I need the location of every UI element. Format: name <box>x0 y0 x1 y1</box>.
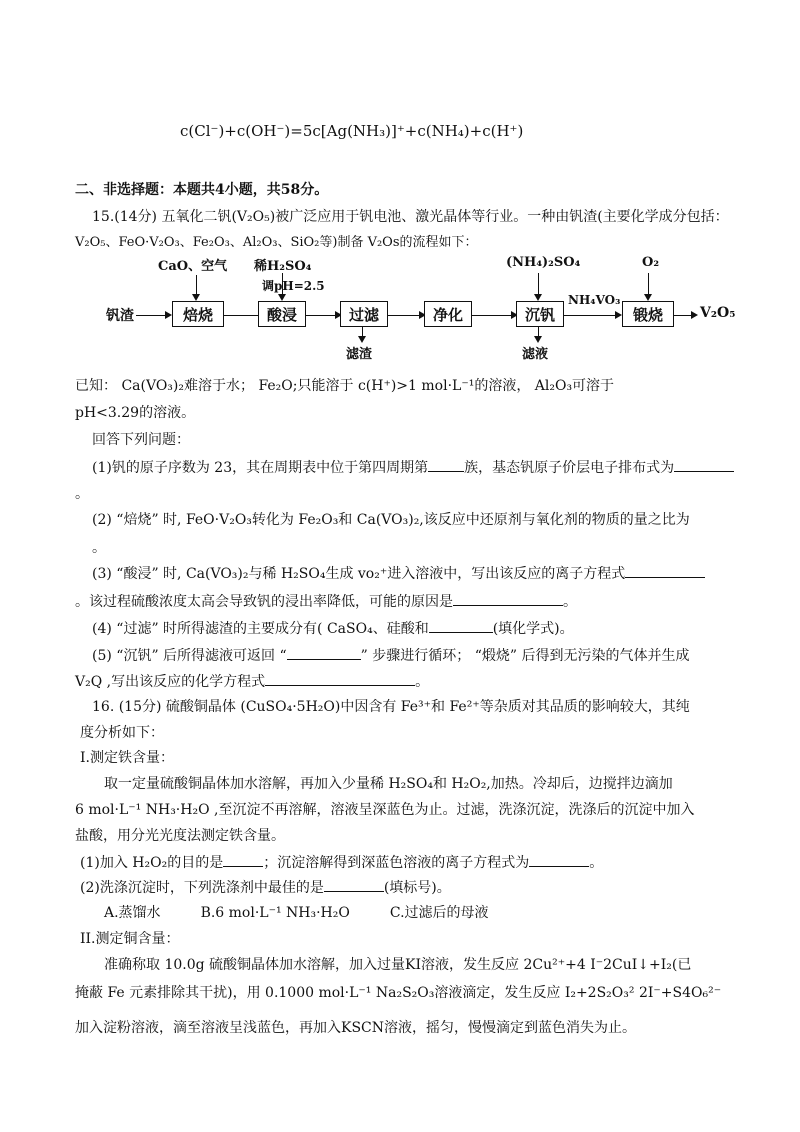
answer-blank[interactable] <box>428 457 464 472</box>
reagent-ammonium-sulfate: (NH₄)₂SO₄ <box>506 255 581 270</box>
process-flow-diagram <box>106 255 746 365</box>
step-roast-box: 焙烧 <box>172 301 224 327</box>
q16-intro-line1: 16. (15分) 硫酸铜晶体 (CuSO₄·5H₂O)中因含有 Fe³⁺和 Fe²⁺等杂质对其品质的影响较大，其纯 <box>92 699 690 715</box>
q15-intro-line1: 15.(14分) 五氧化二钒(V₂O₅)被广泛应用于钒电池、激光晶体等行业。一种由钒渣(主要化学成分包括： <box>92 209 729 225</box>
answer-blank[interactable] <box>429 618 493 633</box>
flow-arrow <box>648 273 649 299</box>
part1-para-line2: 6 mol·L⁻¹ NH₃·H₂O ,至沉淀不再溶解，溶液呈深蓝色为止。过滤，洗涤沉淀，洗涤后的沉淀中加入 <box>75 802 695 818</box>
answer-blank[interactable] <box>265 671 415 686</box>
q15-intro-line2: V₂O₅、FeO·V₂O₃、Fe₂O₃、Al₂O₃、SiO₂等)制备 V₂Os的流程如下： <box>75 235 478 250</box>
q15-subquestion-1: (1)钒的原子序数为 23，其在周期表中位于第四周期第 族，基态钒原子价层电子排布式为 <box>92 457 770 478</box>
answer-blank[interactable] <box>324 877 384 892</box>
options-row <box>104 903 770 923</box>
answer-blank[interactable] <box>287 645 361 660</box>
q15-subquestion-5: (5) “沉钒” 后所得滤液可返回 “ ” 步骤进行循环； “煅烧” 后得到无污染的气体并生成 <box>92 645 770 666</box>
part2-para-line1: 准确称取 10.0g 硫酸铜晶体加水溶解，加入过量KI溶液，发生反应 2Cu²⁺+4 I⁻2CuI↓+I₂(已 <box>104 957 692 973</box>
answer-blank[interactable] <box>453 591 563 606</box>
q15-subquestion-5-cont: V₂Q ,写出该反应的化学方程式 。 <box>75 671 770 692</box>
flow-arrow <box>538 273 539 299</box>
step-filter-box: 过滤 <box>340 301 388 327</box>
charge-balance-formula: c(Cl⁻)+c(OH⁻)=5c[Ag(NH₃)]⁺+c(NH₄)+c(H⁺) <box>180 122 524 140</box>
step-acid-leach-box: 酸浸 <box>258 301 306 327</box>
reagent-oxygen: O₂ <box>642 255 660 270</box>
reagent-dilute-h2so4: 稀H₂SO₄ <box>254 259 312 274</box>
option-a[interactable]: A.蒸馏水 <box>104 905 161 921</box>
reagent-adjust-ph: 调pH=2.5 <box>262 279 325 293</box>
flow-arrow <box>472 315 516 316</box>
answer-blank[interactable] <box>625 563 705 578</box>
section-title: 二、非选择题：本题共4小题，共58分。 <box>75 182 329 198</box>
part1-para-line3: 盐酸，用分光光度法测定铁含量。 <box>75 828 285 844</box>
part1-title: I.测定铁含量： <box>80 750 174 766</box>
q15-subquestion-1-end: 。 <box>75 486 89 502</box>
answer-prompt: 回答下列问题： <box>92 432 190 448</box>
answer-blank[interactable] <box>223 852 263 867</box>
known-conditions-line1: 已知： Ca(VO₃)₂难溶于水； Fe₂O;只能溶于 c(H⁺)>1 mol·L⁻¹的溶液， Al₂O₃可溶于 <box>75 378 615 394</box>
step-purify-box: 净化 <box>424 301 472 327</box>
reagent-cao-air: CaO、空气 <box>158 259 228 274</box>
q15-subquestion-3-cont: 。该过程硫酸浓度太高会导致钒的浸出率降低，可能的原因是 。 <box>75 591 770 612</box>
option-b[interactable]: B.6 mol·L⁻¹ NH₃·H₂O <box>200 905 350 921</box>
flow-arrow <box>538 327 539 341</box>
q15-subquestion-3: (3) “酸浸” 时, Ca(VO₃)₂与稀 H₂SO₄生成 vo₂⁺进入溶液中，写出该反应的离子方程式 <box>92 563 770 584</box>
flow-arrow <box>196 275 197 299</box>
flow-start-label: 钒渣 <box>106 308 134 324</box>
q16-intro-line2: 度分析如下： <box>80 725 164 741</box>
part2-para-line2: 掩蔽 Fe 元素排除其干扰)，用 0.1000 mol·L⁻¹ Na₂S₂O₃溶液滴定，发生反应 I₂+2S₂O₃² 2I⁻+S4O₆²⁻ <box>75 985 722 1001</box>
waste-filtrate-label: 滤液 <box>522 347 549 362</box>
flow-arrow <box>282 273 283 299</box>
step-calcine-box: 锻烧 <box>622 301 674 327</box>
flow-arrow <box>674 315 696 316</box>
q15-subquestion-2-end: 。 <box>92 540 106 556</box>
step-precipitate-vanadium-box: 沉钒 <box>516 301 564 327</box>
flow-arrow <box>136 315 170 316</box>
part2-para-line3: 加入淀粉溶液，滴至溶液呈浅蓝色，再加入KSCN溶液，摇匀，慢慢滴定到蓝色消失为止。 <box>75 1020 637 1036</box>
part1-subquestion-2: (2)洗涤沉淀时，下列洗涤剂中最佳的是 (填标号)。 <box>80 877 770 898</box>
part1-para-line1: 取一定量硫酸铜晶体加水溶解，再加入少量稀 H₂SO₄和 H₂O₂,加热。冷却后，边搅拌边滴加 <box>104 776 673 792</box>
flow-arrow <box>306 315 340 316</box>
option-c[interactable]: C.过滤后的母液 <box>389 905 489 921</box>
flow-arrow <box>564 315 620 316</box>
answer-blank[interactable] <box>529 852 589 867</box>
flow-end-product: V₂O₅ <box>700 305 736 321</box>
intermediate-nh4vo3-label: NH₄VO₃ <box>568 293 621 307</box>
flow-arrow <box>388 315 424 316</box>
q15-subquestion-2: (2) “焙烧” 时, FeO·V₂O₃转化为 Fe₂O₃和 Ca(VO₃)₂,该反应中还原剂与氧化剂的物质的量之比为 <box>92 512 690 528</box>
answer-blank[interactable] <box>674 457 734 472</box>
known-conditions-line2: pH<3.29的溶液。 <box>75 405 196 421</box>
waste-residue-label: 滤渣 <box>346 347 373 362</box>
q15-subquestion-4: (4) “过滤” 时所得滤渣的主要成分有( CaSO₄、硅酸和 (填化学式)。 <box>92 618 770 639</box>
part1-subquestion-1: (1)加入 H₂O₂的目的是 ；沉淀溶解得到深蓝色溶液的离子方程式为 。 <box>80 852 770 873</box>
part2-title: II.测定铜含量： <box>80 931 180 947</box>
flow-arrow <box>362 327 363 341</box>
